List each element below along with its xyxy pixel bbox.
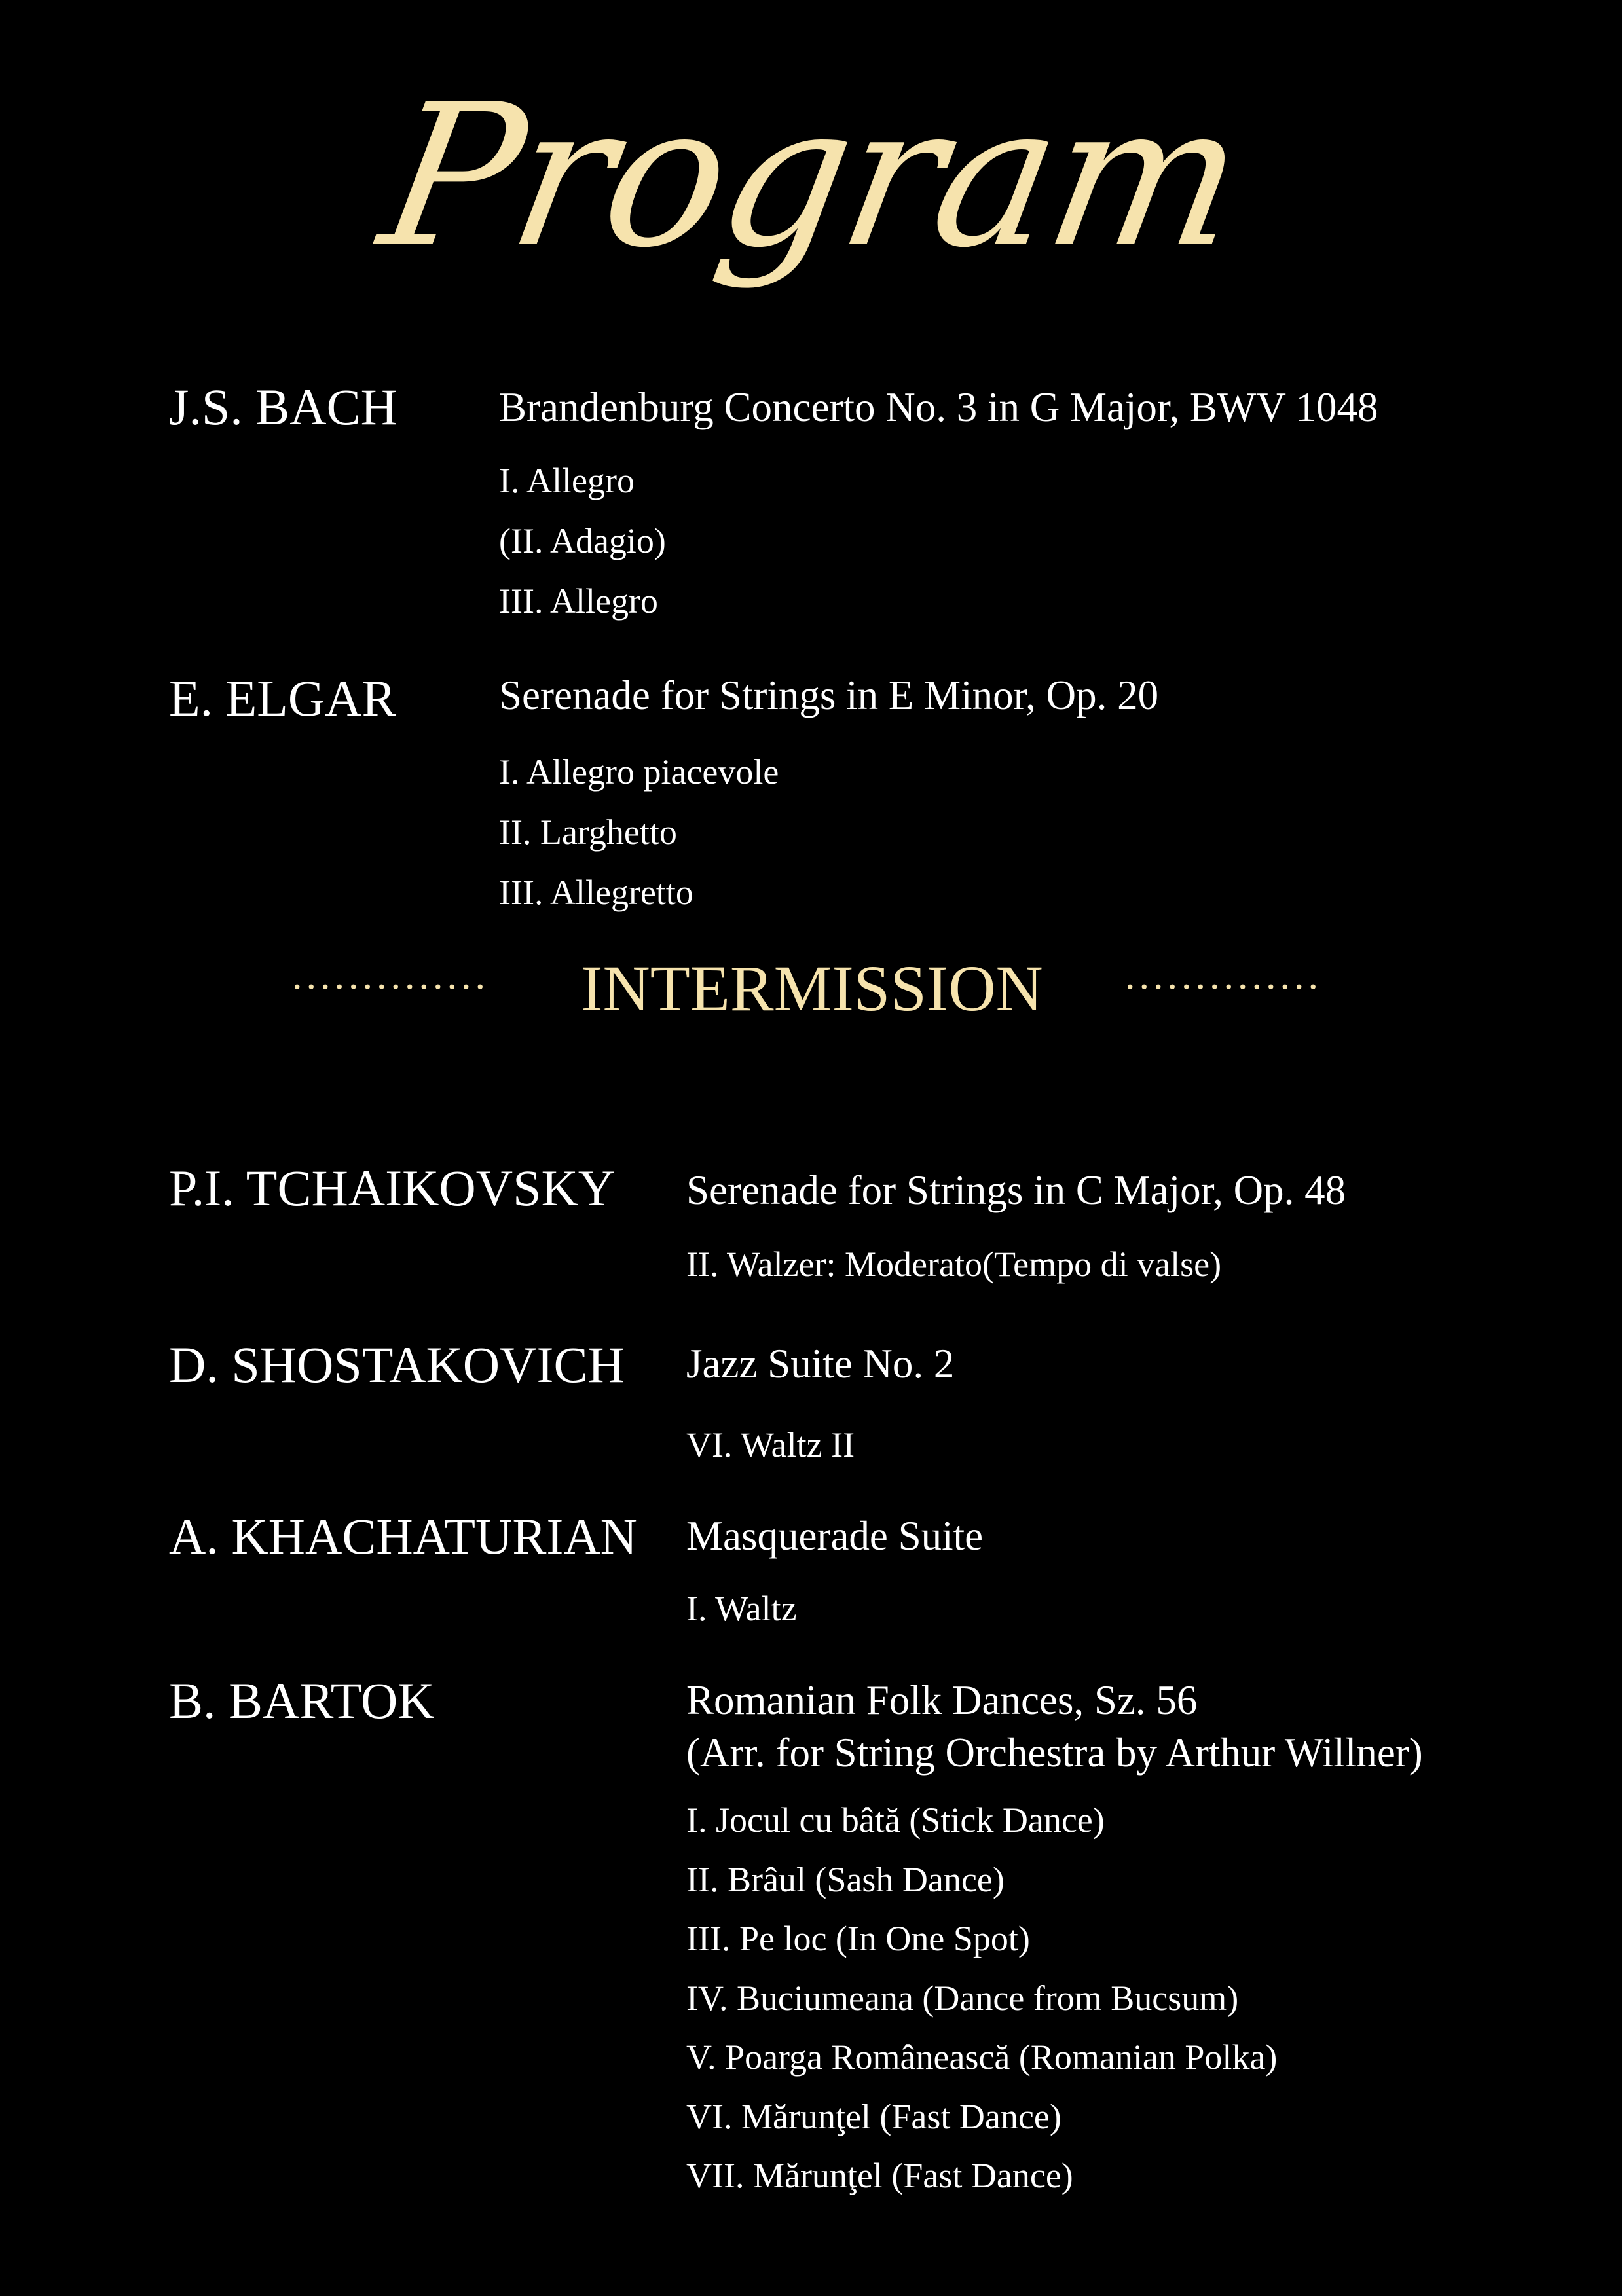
movement-item: I. Jocul cu bâtă (Stick Dance) xyxy=(686,1800,1105,1840)
movement-item: IV. Buciumeana (Dance from Bucsum) xyxy=(686,1978,1239,2018)
movement-item: III. Allegro xyxy=(499,581,658,621)
composer-bach: J.S. BACH xyxy=(169,378,397,435)
movement-item: V. Poarga Românească (Romanian Polka) xyxy=(686,2037,1278,2077)
composer-bartok: B. BARTOK xyxy=(169,1672,435,1729)
movements-tchaikovsky xyxy=(686,1235,1221,1294)
movement-item: I. Allegro piacevole xyxy=(499,752,779,792)
work-elgar: Serenade for Strings in E Minor, Op. 20 xyxy=(499,672,1159,718)
movement-item: II. Larghetto xyxy=(499,812,677,852)
movement-item: VI. Mărunţel (Fast Dance) xyxy=(686,2096,1061,2136)
movements-bach xyxy=(499,450,666,631)
movement-item: II. Walzer: Moderato(Tempo di valse) xyxy=(686,1245,1222,1284)
composer-tchaikovsky: P.I. TCHAIKOVSKY xyxy=(169,1159,616,1216)
intermission-dots-right: .............. xyxy=(1125,953,1322,998)
work-shostakovich: Jazz Suite No. 2 xyxy=(686,1341,955,1387)
composer-shostakovich: D. SHOSTAKOVICH xyxy=(169,1336,625,1393)
movements-khachaturian xyxy=(686,1579,797,1638)
movement-item: III. Pe loc (In One Spot) xyxy=(686,1919,1030,1958)
movement-item: III. Allegretto xyxy=(499,873,693,912)
composer-khachaturian: A. KHACHATURIAN xyxy=(169,1508,637,1565)
movement-item: I. Allegro xyxy=(499,461,635,500)
movement-item: VII. Mărunţel (Fast Dance) xyxy=(686,2156,1073,2195)
work-bartok-arrangement: (Arr. for String Orchestra by Arthur Willner) xyxy=(686,1730,1423,1776)
movements-bartok xyxy=(686,1791,1277,2206)
movement-item: II. Brâul (Sash Dance) xyxy=(686,1859,1005,1899)
movements-elgar xyxy=(499,742,779,922)
movements-shostakovich xyxy=(686,1415,855,1474)
intermission-divider xyxy=(0,946,1624,1031)
work-bartok: Romanian Folk Dances, Sz. 56 xyxy=(686,1677,1198,1723)
movement-item: (II. Adagio) xyxy=(499,521,666,560)
work-tchaikovsky: Serenade for Strings in C Major, Op. 48 xyxy=(686,1167,1346,1213)
movement-item: I. Waltz xyxy=(686,1589,797,1628)
program-title: Program xyxy=(367,62,1257,291)
intermission-label: INTERMISSION xyxy=(581,952,1043,1025)
work-bach: Brandenburg Concerto No. 3 in G Major, BWV 1048 xyxy=(499,384,1378,430)
movement-item: VI. Waltz II xyxy=(686,1425,855,1465)
composer-elgar: E. ELGAR xyxy=(169,670,396,727)
intermission-dots-left: .............. xyxy=(292,953,489,998)
work-khachaturian: Masquerade Suite xyxy=(686,1513,984,1559)
